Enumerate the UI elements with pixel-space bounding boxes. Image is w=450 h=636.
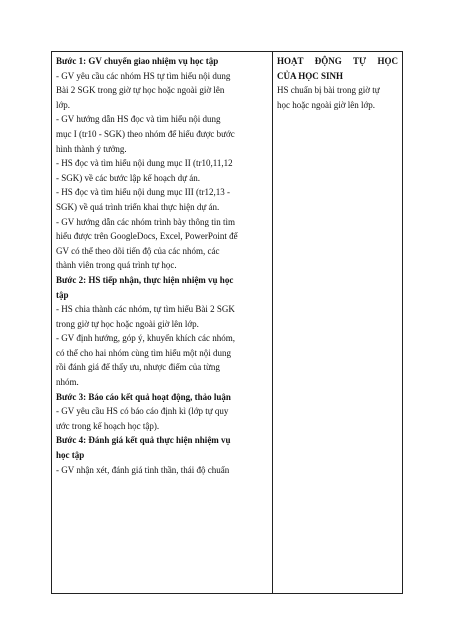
text-line: - GV hướng dẫn HS đọc và tìm hiểu nội dung [56, 114, 221, 125]
text-line: nhóm. [56, 377, 79, 388]
table-row [52, 52, 403, 594]
text-line: Bài 2 SGK trong giờ tự học hoặc ngoài giờ lên [56, 85, 225, 96]
text-line: mục I (tr10 - SGK) theo nhóm để hiểu được bước [56, 128, 235, 139]
text-line: lớp. [56, 99, 71, 110]
text-line: GV có thể theo dõi tiến độ của các nhóm, các [56, 245, 220, 256]
text-line: - GV yêu cầu các nhóm HS tự tìm hiểu nội dung [56, 70, 231, 81]
text-line: hình thành ý tưởng. [56, 143, 127, 154]
teacher-activities-cell [52, 52, 273, 594]
text-line: thành viên trong quá trình tự học. [56, 260, 177, 271]
text-line: - GV yêu cầu HS có báo cáo định kì (lớp tự quy [56, 406, 229, 417]
step-heading-line: Bước 4: Đánh giá kết quả thực hiện nhiệm vụ [56, 435, 231, 446]
text-line: - GV nhận xét, đánh giá tinh thần, thái độ chuẩn [56, 464, 230, 475]
text-line: - GV định hướng, góp ý, khuyến khích các nhóm, [56, 333, 235, 344]
text-line: rồi đánh giá để thấy ưu, nhược điểm của từng [56, 362, 220, 373]
text-line: - HS đọc và tìm hiểu nội dung mục III (tr12,13 - [56, 187, 230, 198]
text-line: - GV hướng dẫn các nhóm trình bày thông tin tìm [56, 216, 235, 227]
text-line: có thể cho hai nhóm cùng tìm hiểu một nội dung [56, 347, 231, 358]
step-heading-line: Bước 3: Báo cáo kết quả hoạt động, thảo luận [56, 391, 231, 402]
self-study-heading-line-2: CỦA HỌC SINH [277, 70, 344, 81]
step-heading-line: tập [56, 289, 69, 300]
teacher-activities-text [56, 54, 268, 477]
self-study-body-line-1: HS chuẩn bị bài trong giờ tự [277, 85, 380, 96]
text-line: - SGK) về các bước lập kế hoạch dự án. [56, 172, 200, 183]
text-line: trong giờ tự học hoặc ngoài giờ lên lớp. [56, 318, 199, 329]
text-line: ước trong kế hoạch học tập). [56, 420, 160, 431]
step-heading-line: học tập [56, 450, 85, 461]
text-line: - HS đọc và tìm hiểu nội dung mục II (tr10,11,12 [56, 158, 233, 169]
step-heading-line: Bước 1: GV chuyển giao nhiệm vụ học tập [56, 56, 219, 66]
self-study-heading-line-1: HOẠT ĐỘNG TỰ HỌC [277, 56, 398, 66]
text-line: SGK) về quá trình triển khai thực hiện dự án. [56, 201, 220, 212]
text-line: - HS chia thành các nhóm, tự tìm hiểu Bài 2 SGK [56, 304, 235, 315]
self-study-body-line-2: học hoặc ngoài giờ lên lớp. [277, 99, 375, 110]
student-self-study-cell [273, 52, 403, 594]
step-heading-line: Bước 2: HS tiếp nhận, thực hiện nhiệm vụ học [56, 274, 234, 285]
lesson-plan-table [51, 51, 403, 594]
text-line: hiểu được trên GoogleDocs, Excel, PowerPoint để [56, 231, 238, 242]
